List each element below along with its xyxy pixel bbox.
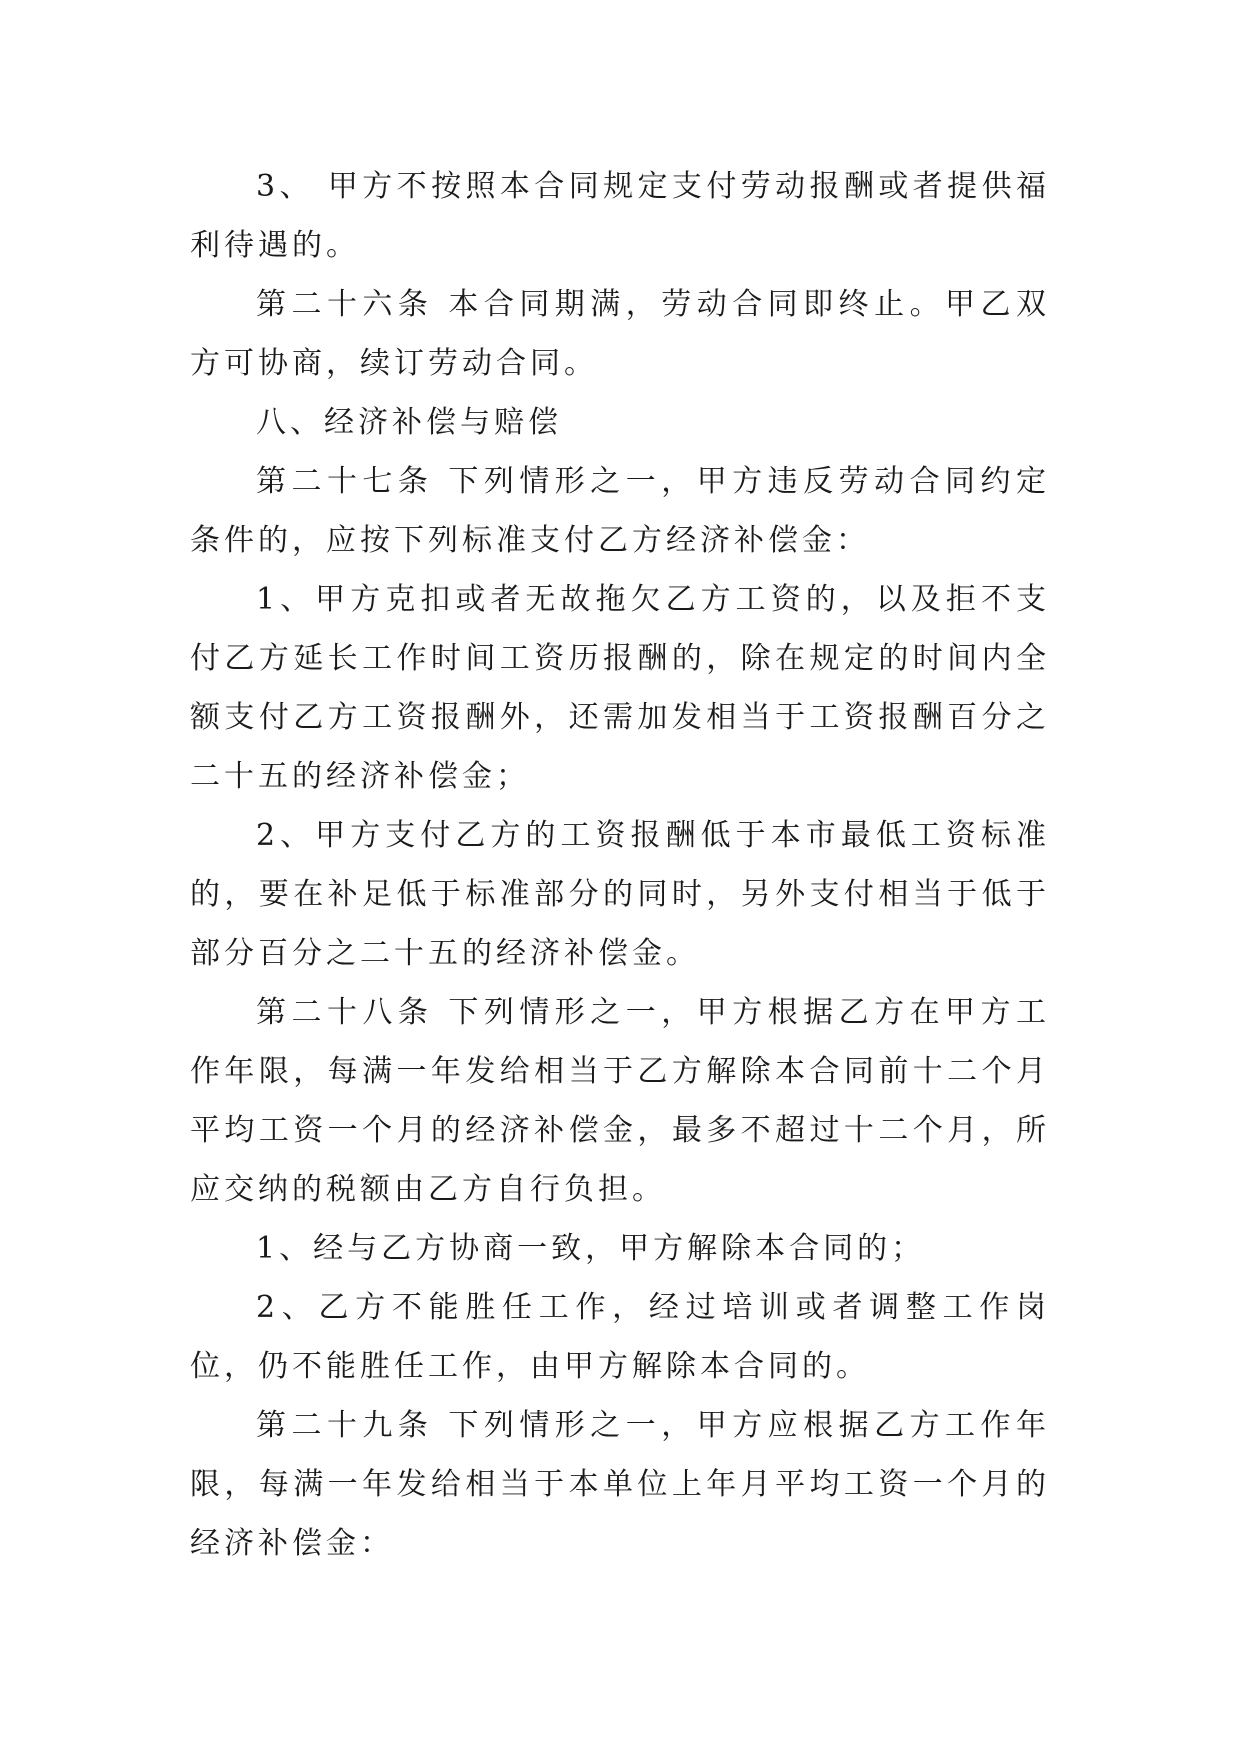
paragraph-article-27: 第二十七条 下列情形之一，甲方违反劳动合同约定条件的，应按下列标准支付乙方经济补偿金： xyxy=(190,464,1050,558)
paragraph-article-28-item-1: 1、经与乙方协商一致，甲方解除本合同的； xyxy=(256,1231,926,1266)
paragraph-article-26: 第二十六条 本合同期满，劳动合同即终止。甲乙双方可协商，续订劳动合同。 xyxy=(190,287,1050,381)
paragraph-article-27-item-2: 2、甲方支付乙方的工资报酬低于本市最低工资标准的，要在补足低于标准部分的同时，另外支付相当于低于部分百分之二十五的经济补偿金。 xyxy=(190,818,1050,971)
paragraph-article-28-item-2: 2、乙方不能胜任工作，经过培训或者调整工作岗位，仍不能胜任工作，由甲方解除本合同的。 xyxy=(190,1290,1050,1384)
paragraph-article-29: 第二十九条 下列情形之一，甲方应根据乙方工作年限，每满一年发给相当于本单位上年月平均工资一个月的经济补偿金： xyxy=(190,1408,1050,1561)
section-heading-compensation: 八、经济补偿与赔偿 xyxy=(256,405,562,440)
paragraph-clause-3-wages: 3、 甲方不按照本合同规定支付劳动报酬或者提供福利待遇的。 xyxy=(190,169,1050,263)
paragraph-article-28: 第二十八条 下列情形之一，甲方根据乙方在甲方工作年限，每满一年发给相当于乙方解除本合同前十二个月平均工资一个月的经济补偿金，最多不超过十二个月，所应交纳的税额由乙方自行负担。 xyxy=(190,995,1050,1207)
paragraph-article-27-item-1: 1、甲方克扣或者无故拖欠乙方工资的，以及拒不支付乙方延长工作时间工资历报酬的，除在规定的时间内全额支付乙方工资报酬外，还需加发相当于工资报酬百分之二十五的经济补偿金； xyxy=(190,582,1050,794)
document-body xyxy=(190,157,1050,1573)
